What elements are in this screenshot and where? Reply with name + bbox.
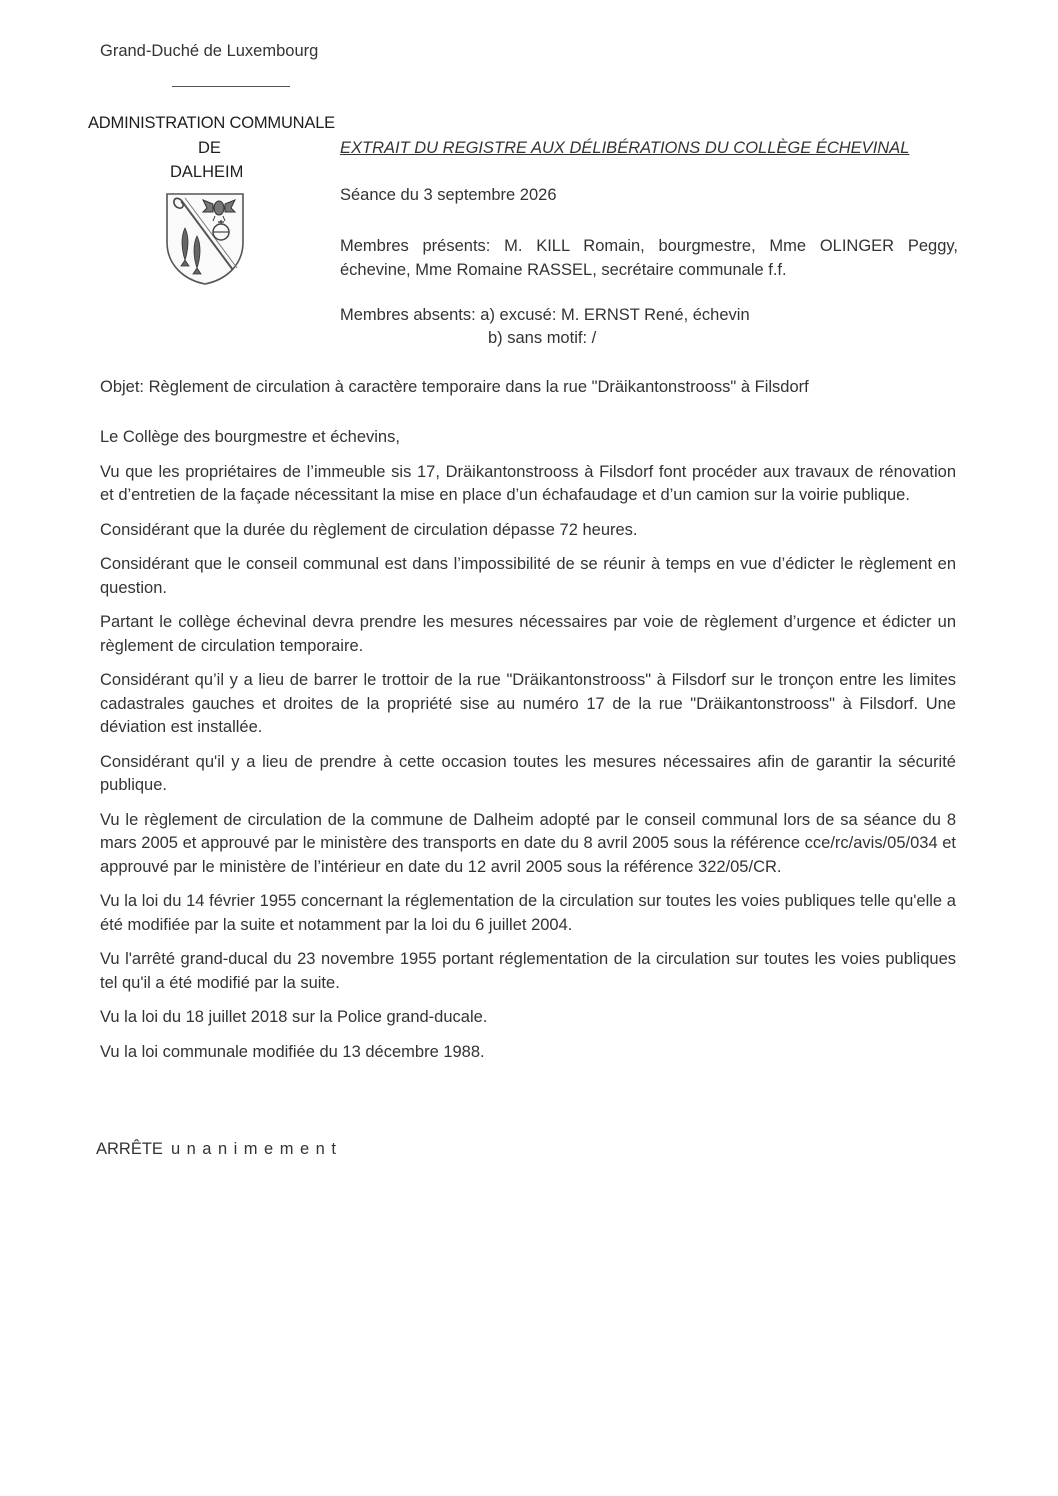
paragraph: Le Collège des bourgmestre et échevins, — [100, 428, 400, 446]
members-absent-unexcused: b) sans motif: / — [488, 329, 597, 347]
paragraph: Vu que les propriétaires de l’immeuble sis 17, Dräikantonstrooss à Filsdorf font procéder aux travaux de rénovation et d’entretien de la façade nécessitant la mise en place d’un échafaudage et d’un camion sur la voirie publique. — [100, 462, 956, 504]
deliberation-body — [100, 426, 956, 1075]
meeting-date: Séance du 3 septembre 2026 — [340, 186, 557, 204]
paragraph: Considérant que la durée du règlement de circulation dépasse 72 heures. — [100, 520, 638, 539]
subject-line: Objet: Règlement de circulation à caractère temporaire dans la rue "Dräikantonstrooss" à Filsdorf — [100, 378, 809, 396]
coat-of-arms-icon — [163, 190, 247, 286]
administration-title-de: DE — [198, 139, 221, 157]
members-present: Membres présents: M. KILL Romain, bourgmestre, Mme OLINGER Peggy, échevine, Mme Romaine RASSEL, secrétaire communale f.f. — [340, 237, 958, 279]
header-divider — [172, 86, 290, 87]
paragraph: Vu la loi du 14 février 1955 concernant la réglementation de la circulation sur toutes les voies publiques telle qu'elle a été modifiée par la suite et notamment par la loi du 6 juillet 2004. — [100, 892, 956, 934]
decision-heading — [96, 1140, 342, 1159]
decision-qualifier: unanimement — [170, 1140, 343, 1158]
paragraph: Vu l'arrêté grand-ducal du 23 novembre 1955 portant réglementation de la circulation sur toutes les voies publiques tel qu'il a été modifié par la suite. — [100, 950, 956, 992]
decision-word: ARRÊTE — [96, 1140, 163, 1158]
administration-title: ADMINISTRATION COMMUNALE — [88, 114, 335, 132]
paragraph: Considérant qu'il y a lieu de prendre à cette occasion toutes les mesures nécessaires afin de garantir la sécurité publique. — [100, 752, 956, 794]
paragraph: Partant le collège échevinal devra prendre les mesures nécessaires par voie de règlement d’urgence et édicter un règlement de circulation temporaire. — [100, 613, 956, 655]
paragraph: Considérant qu’il y a lieu de barrer le trottoir de la rue "Dräikantonstrooss" à Filsdorf sur le tronçon entre les limites cadastrales gauches et droites de la propriété sise au numéro 17 de la rue "Dräikantonstrooss" à Filsdorf. Une déviation est installée. — [100, 671, 956, 736]
members-absent-excused: Membres absents: a) excusé: M. ERNST René, échevin — [340, 306, 750, 324]
paragraph: Vu la loi communale modifiée du 13 décembre 1988. — [100, 1042, 485, 1061]
paragraph: Considérant que le conseil communal est dans l’impossibilité de se réunir à temps en vue d’édicter le règlement en question. — [100, 555, 956, 597]
document-title: EXTRAIT DU REGISTRE AUX DÉLIBÉRATIONS DU COLLÈGE ÉCHEVINAL — [340, 139, 910, 157]
paragraph: Vu le règlement de circulation de la commune de Dalheim adopté par le conseil communal lors de sa séance du 8 mars 2005 et approuvé par le ministère des transports en date du 8 avril 2005 sous la référence cce/rc/avis/05/034 et approuvé par le ministère de l’intérieur en date du 12 avril 2005 sous la référence 322/05/CR. — [100, 810, 956, 876]
country-name: Grand-Duché de Luxembourg — [100, 42, 319, 60]
paragraph: Vu la loi du 18 juillet 2018 sur la Police grand-ducale. — [100, 1008, 488, 1026]
commune-name: DALHEIM — [170, 163, 244, 181]
